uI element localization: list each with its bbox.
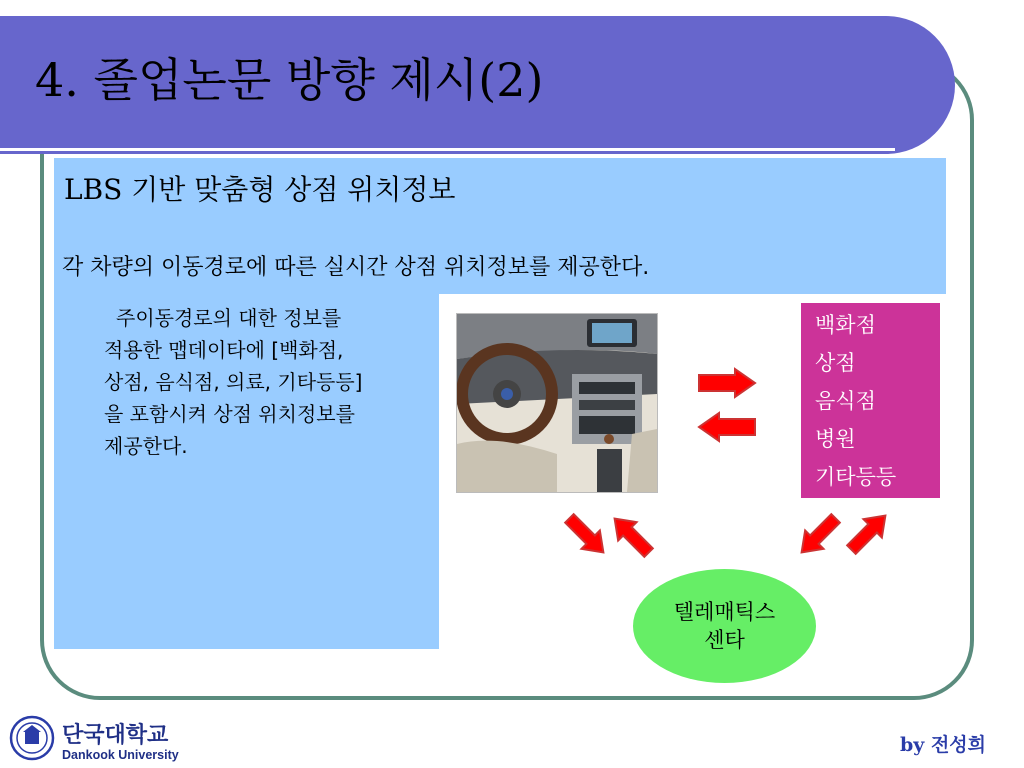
description-line: 적용한 맵데이타에 [백화점, (104, 338, 344, 362)
diagonal-arrow-icon (840, 505, 894, 563)
description-box (54, 294, 439, 649)
description-line: 주이동경로의 대한 정보를 (116, 306, 342, 330)
university-seal-icon (11, 717, 53, 759)
diagonal-arrow-icon (606, 508, 660, 566)
right-arrow-icon (697, 367, 757, 399)
slide-title: 4. 졸업논문 방향 제시(2) (35, 53, 544, 107)
header-heading: LBS 기반 맞춤형 상점 위치정보 (64, 173, 456, 206)
svg-text:Dankook University: Dankook University (62, 748, 179, 762)
left-arrow-icon (697, 411, 757, 443)
description-line: 제공한다. (104, 434, 188, 458)
svg-text:단국대학교: 단국대학교 (62, 722, 169, 747)
header-box (54, 158, 946, 294)
description-text (104, 302, 439, 462)
place-item: 음식점 (815, 389, 876, 413)
header-subtitle: 각 차량의 이동경로에 따른 실시간 상점 위치정보를 제공한다. (62, 255, 650, 280)
description-line: 상점, 음식점, 의료, 기타등등] (104, 370, 363, 394)
university-logo (8, 712, 208, 764)
diagonal-arrow-icon (793, 505, 847, 563)
title-underline (0, 148, 895, 151)
places-list (815, 306, 896, 496)
byline: by 전성희 (900, 734, 987, 756)
description-line: 을 포함시켜 상점 위치정보를 (104, 402, 355, 426)
place-item: 상점 (815, 351, 856, 375)
place-item: 백화점 (815, 313, 876, 337)
places-box (801, 303, 940, 498)
center-label-line: 텔레매틱스 (673, 600, 776, 624)
diagonal-arrow-icon (558, 505, 612, 563)
place-item: 기타등등 (815, 465, 897, 489)
place-item: 병원 (815, 427, 856, 451)
telematics-center (633, 569, 816, 683)
car-dashboard-photo (456, 313, 658, 493)
car-dashboard-illustration (457, 314, 657, 492)
center-label-line: 센타 (704, 628, 745, 652)
